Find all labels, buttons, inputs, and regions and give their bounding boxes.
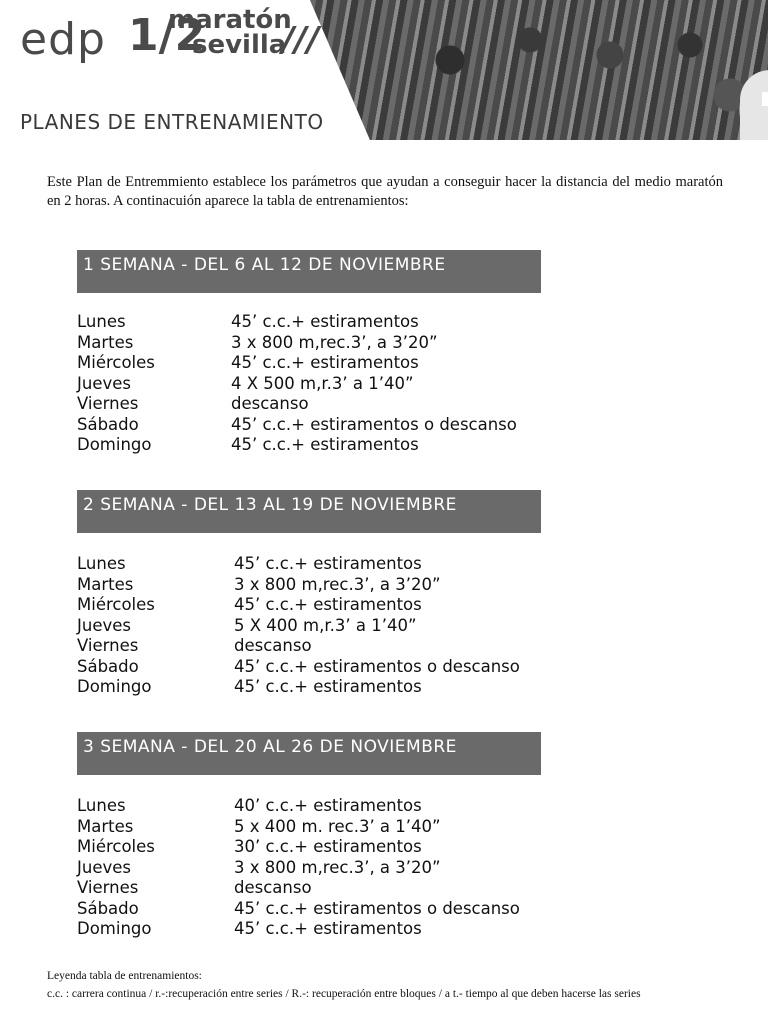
- day-label: Viernes: [77, 636, 139, 655]
- day-label: Martes: [77, 816, 134, 836]
- activity-text: 30’ c.c.+ estiramentos: [234, 837, 422, 856]
- schedule-row: [77, 374, 717, 395]
- activity-text: 5 x 400 m. rec.3’ a 1’40”: [234, 816, 441, 836]
- maraton-logo-text: maratón: [168, 5, 292, 35]
- schedule-row: [77, 616, 717, 637]
- legend: [47, 967, 747, 1003]
- schedule-row: [77, 435, 717, 456]
- schedule-row: [77, 415, 717, 436]
- activity-text: 4 X 500 m,r.3’ a 1’40”: [231, 373, 414, 393]
- legend-title: Leyenda tabla de entrenamientos:: [47, 970, 202, 982]
- runners-photo: [310, 0, 768, 140]
- day-label: Martes: [77, 574, 134, 594]
- schedule-row: [77, 858, 717, 879]
- day-label: Domingo: [77, 435, 152, 454]
- intro-paragraph: Este Plan de Entremmiento establece los parámetros que ayudan a conseguir hacer la distancia del medio maratón en 2 horas. A continacuión aparece la tabla de entrenamientos:: [47, 174, 723, 209]
- week-1-title: 1 SEMANA - DEL 6 AL 12 DE NOVIEMBRE: [77, 250, 541, 293]
- day-label: Jueves: [77, 615, 131, 635]
- schedule-row: [77, 796, 717, 817]
- schedule-row: [77, 353, 717, 374]
- week-3-schedule: [77, 796, 717, 940]
- activity-text: 45’ c.c.+ estiramentos: [231, 312, 419, 331]
- activity-text: 5 X 400 m,r.3’ a 1’40”: [234, 615, 417, 635]
- activity-text: 45’ c.c.+ estiramentos: [231, 353, 419, 372]
- runner-bib: [762, 92, 768, 106]
- day-label: Viernes: [77, 878, 139, 897]
- day-label: Lunes: [77, 312, 126, 331]
- day-label: Miércoles: [77, 353, 155, 372]
- activity-text: 45’ c.c.+ estiramentos o descanso: [231, 414, 517, 434]
- schedule-row: [77, 919, 717, 940]
- sevilla-logo-text: sevilla: [192, 30, 287, 60]
- activity-text: 3 x 800 m,rec.3’, a 3’20”: [231, 332, 438, 352]
- schedule-row: [77, 312, 717, 333]
- half-logo: 1/2: [128, 10, 206, 61]
- schedule-row: [77, 878, 717, 899]
- schedule-row: [77, 394, 717, 415]
- activity-text: descanso: [234, 878, 312, 897]
- schedule-row: [77, 636, 717, 657]
- activity-text: 45’ c.c.+ estiramentos: [234, 595, 422, 614]
- day-label: Lunes: [77, 796, 126, 815]
- day-label: Miércoles: [77, 595, 155, 614]
- activity-text: 3 x 800 m,rec.3’, a 3’20”: [234, 574, 441, 594]
- week-2-schedule: [77, 554, 717, 698]
- day-label: Domingo: [77, 677, 152, 696]
- activity-text: 45’ c.c.+ estiramentos o descanso: [234, 656, 520, 676]
- legend-text: c.c. : carrera continua / r.-:recuperación entre series / R.-: recuperación entre bloques / a t.- tiempo al que deben hacerse las series: [47, 988, 641, 1000]
- schedule-row: [77, 677, 717, 698]
- week-3-title: 3 SEMANA - DEL 20 AL 26 DE NOVIEMBRE: [77, 732, 541, 775]
- schedule-row: [77, 595, 717, 616]
- section-title: PLANES DE ENTRENAMIENTO: [20, 110, 324, 134]
- activity-text: 3 x 800 m,rec.3’, a 3’20”: [234, 857, 441, 877]
- schedule-row: [77, 554, 717, 575]
- schedule-row: [77, 837, 717, 858]
- activity-text: descanso: [231, 394, 309, 413]
- page-header: [0, 0, 768, 150]
- day-label: Lunes: [77, 554, 126, 573]
- activity-text: 45’ c.c.+ estiramentos: [231, 435, 419, 454]
- activity-text: 40’ c.c.+ estiramentos: [234, 796, 422, 815]
- schedule-row: [77, 657, 717, 678]
- week-1-schedule: [77, 312, 717, 456]
- activity-text: 45’ c.c.+ estiramentos: [234, 677, 422, 696]
- logo-slashes: ///: [282, 20, 320, 60]
- day-label: Martes: [77, 332, 134, 352]
- edp-logo: edp: [20, 14, 106, 65]
- schedule-row: [77, 575, 717, 596]
- day-label: Sábado: [77, 656, 139, 676]
- day-label: Jueves: [77, 373, 131, 393]
- day-label: Miércoles: [77, 837, 155, 856]
- day-label: Viernes: [77, 394, 139, 413]
- day-label: Domingo: [77, 919, 152, 938]
- day-label: Sábado: [77, 414, 139, 434]
- activity-text: 45’ c.c.+ estiramentos: [234, 919, 422, 938]
- schedule-row: [77, 817, 717, 838]
- activity-text: 45’ c.c.+ estiramentos: [234, 554, 422, 573]
- day-label: Sábado: [77, 898, 139, 918]
- activity-text: descanso: [234, 636, 312, 655]
- day-label: Jueves: [77, 857, 131, 877]
- week-2-title: 2 SEMANA - DEL 13 AL 19 DE NOVIEMBRE: [77, 490, 541, 533]
- schedule-row: [77, 333, 717, 354]
- schedule-row: [77, 899, 717, 920]
- activity-text: 45’ c.c.+ estiramentos o descanso: [234, 898, 520, 918]
